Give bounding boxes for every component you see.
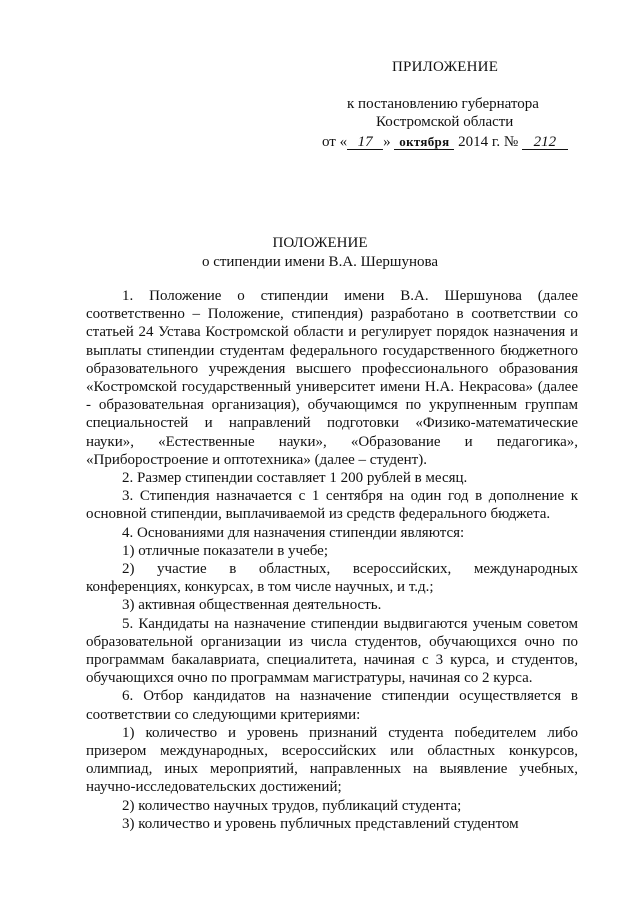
region-line: Костромской области bbox=[376, 114, 514, 130]
paragraph: 3) активная общественная деятельность. bbox=[122, 597, 382, 614]
date-prefix: от « bbox=[322, 134, 348, 150]
paragraph: 5. Кандидаты на назначение стипендии выдвигаются ученым советом образовательной организации из числа студентов, обучающихся очно по программам бакалавриата, специалитета, начиная с 3 курса, и студентов, обучающихся очно по программам магистратуры, начиная со 2 курса. bbox=[86, 615, 578, 687]
document-title: ПОЛОЖЕНИЕ bbox=[272, 235, 368, 251]
date-mid: » bbox=[383, 134, 391, 150]
date-day-field: 17 bbox=[347, 135, 383, 150]
paragraph: 6. Отбор кандидатов на назначение стипендии осуществляется в соответствии со следующими критериями: bbox=[86, 688, 578, 723]
document-body bbox=[86, 287, 578, 833]
paragraph: 3) количество и уровень публичных представлений студентом bbox=[122, 815, 519, 832]
paragraph: 2) количество научных трудов, публикаций студента; bbox=[122, 797, 462, 814]
paragraph: 1. Положение о стипендии имени В.А. Шершунова (далее соответственно – Положение, стипендия) разработано в соответствии со статьей 24 Устава Костромской области и регулирует порядок назначения и выплаты стипендии студентам федерального государственного бюджетного образовательного учреждения высшего профессионального образования «Костромской государственный университет имени Н.А. Некрасова» (далее - образовательная организация), обучающимся по укрупненным группам специальностей и направлений подготовки «Физико-математические науки», «Естественные науки», «Образование и педагогика», «Приборостроение и оптотехника» (далее – студент). bbox=[86, 288, 578, 468]
date-year: 2014 г. № bbox=[458, 134, 519, 150]
decree-reference-line: к постановлению губернатора bbox=[347, 96, 539, 112]
date-month-field: октября bbox=[394, 135, 454, 150]
paragraph: 1) отличные показатели в учебе; bbox=[122, 542, 329, 559]
document-subtitle: о стипендии имени В.А. Шершунова bbox=[201, 254, 439, 270]
doc-number-field: 212 bbox=[522, 135, 568, 150]
paragraph: 4. Основаниями для назначения стипендии являются: bbox=[122, 524, 465, 541]
paragraph: 2. Размер стипендии составляет 1 200 рублей в месяц. bbox=[122, 470, 468, 487]
paragraph: 2) участие в областных, всероссийских, международных конференциях, конкурсах, в том числе научных, и т.д.; bbox=[86, 561, 578, 596]
appendix-label: ПРИЛОЖЕНИЕ bbox=[392, 59, 499, 75]
paragraph: 1) количество и уровень признаний студента победителем либо призером международных, всероссийских или областных конкурсов, олимпиад, иных мероприятий, направленных на выявление учебных, научно-исследовательских достижений; bbox=[86, 724, 578, 796]
paragraph: 3. Стипендия назначается с 1 сентября на один год в дополнение к основной стипендии, выплачиваемой из средств федерального бюджета. bbox=[86, 488, 578, 523]
decree-date-line bbox=[322, 133, 568, 151]
